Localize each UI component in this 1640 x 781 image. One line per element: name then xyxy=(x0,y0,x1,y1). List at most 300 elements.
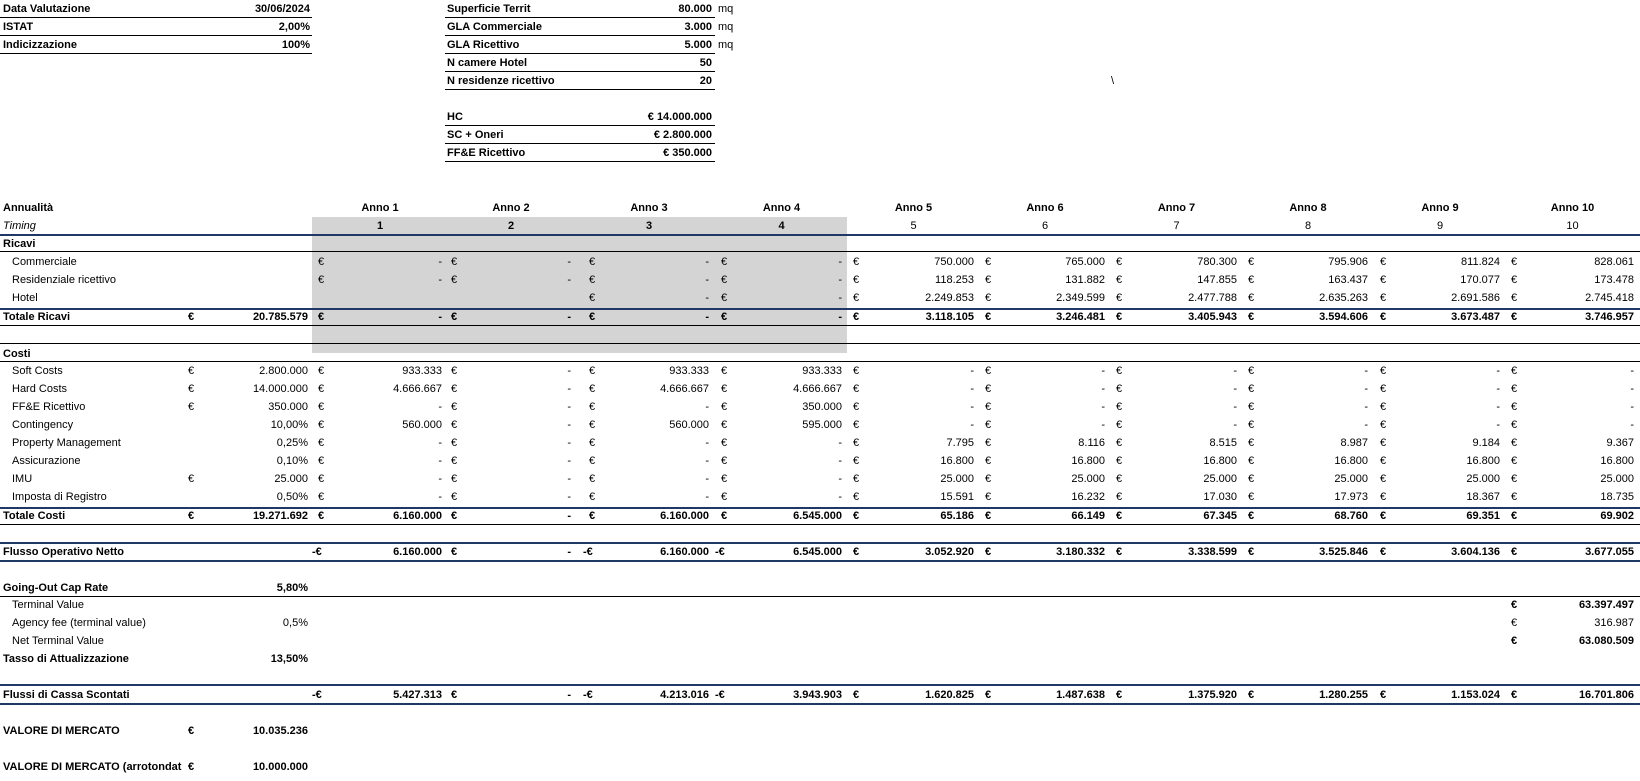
indicizzazione-value: 100% xyxy=(281,39,310,51)
cell-value: 3.246.481 xyxy=(1056,311,1105,323)
year-header: Anno 2 xyxy=(492,202,530,214)
currency-symbol: € xyxy=(451,546,458,558)
cell-value: - xyxy=(567,546,571,558)
currency-symbol: € xyxy=(853,256,860,268)
superficie-unit: mq xyxy=(718,3,734,15)
currency-symbol: € xyxy=(853,689,860,701)
cell-value: 69.902 xyxy=(1600,510,1634,522)
sc-oneri-label: SC + Oneri xyxy=(447,129,504,141)
currency-symbol: € xyxy=(589,455,596,467)
currency-symbol: € xyxy=(1116,546,1123,558)
cell-value: 65.186 xyxy=(940,510,974,522)
cell-value: 750.000 xyxy=(934,256,974,268)
currency-symbol: € xyxy=(1511,689,1518,701)
cell-value: 2.745.418 xyxy=(1585,292,1634,304)
cell-value: 16.701.806 xyxy=(1578,689,1634,701)
currency-symbol: € xyxy=(1511,401,1518,413)
cell-value: - xyxy=(705,401,709,413)
cell-value: - xyxy=(438,437,442,449)
currency-symbol: € xyxy=(589,292,596,304)
currency-symbol: € xyxy=(1248,491,1255,503)
cell-value: - xyxy=(838,491,842,503)
going-out-value: 5,80% xyxy=(276,582,308,594)
cell-value: 1.375.920 xyxy=(1188,689,1237,701)
gla-commerciale-unit: mq xyxy=(718,21,734,33)
row-label: Flusso Operativo Netto xyxy=(3,546,125,558)
currency-symbol: € xyxy=(721,510,728,522)
currency-symbol: € xyxy=(985,473,992,485)
terminal-label: Terminal Value xyxy=(12,599,84,611)
cell-value: - xyxy=(1101,401,1105,413)
cell-value: 17.973 xyxy=(1334,491,1368,503)
row-total: 0,25% xyxy=(276,437,308,449)
section-title-ricavi: Ricavi xyxy=(3,238,36,250)
currency-symbol: € xyxy=(1248,311,1255,323)
cell-value: - xyxy=(970,401,974,413)
timing-value: 4 xyxy=(778,220,785,232)
cell-value: 3.180.332 xyxy=(1056,546,1105,558)
cell-value: 68.760 xyxy=(1334,510,1368,522)
cell-value: 3.405.943 xyxy=(1188,311,1237,323)
currency-symbol: € xyxy=(1511,292,1518,304)
timing-value: 6 xyxy=(1041,220,1049,232)
currency-symbol: € xyxy=(1116,311,1123,323)
terminal-label: Agency fee (terminal value) xyxy=(12,617,146,629)
cell-value: 350.000 xyxy=(802,401,842,413)
istat-value: 2,00% xyxy=(278,21,310,33)
cell-value: 66.149 xyxy=(1071,510,1105,522)
cell-value: - xyxy=(567,491,571,503)
row-total: 10,00% xyxy=(270,419,308,431)
istat-label: ISTAT xyxy=(3,21,34,33)
currency-symbol: € xyxy=(451,401,458,413)
currency-symbol: € xyxy=(1511,311,1518,323)
camere-hotel-value: 50 xyxy=(699,57,712,69)
cell-value: - xyxy=(1101,419,1105,431)
currency-symbol: € xyxy=(1511,617,1518,629)
currency-symbol: € xyxy=(589,419,596,431)
currency-symbol: € xyxy=(318,401,325,413)
currency-symbol: € xyxy=(318,510,325,522)
cell-value: 765.000 xyxy=(1065,256,1105,268)
cell-value: 25.000 xyxy=(1334,473,1368,485)
superficie-label: Superficie Territ xyxy=(447,3,531,15)
currency-symbol: € xyxy=(318,274,325,286)
timing-value: 2 xyxy=(507,220,515,232)
valuation-date-value: 30/06/2024 xyxy=(254,3,310,15)
currency-symbol: € xyxy=(1248,292,1255,304)
currency-symbol: € xyxy=(985,311,992,323)
cell-value: 6.160.000 xyxy=(393,510,442,522)
cell-value: 25.000 xyxy=(940,473,974,485)
cell-value: 16.800 xyxy=(1203,455,1237,467)
currency-symbol: € xyxy=(188,311,195,323)
currency-symbol: € xyxy=(1380,437,1387,449)
currency-symbol: € xyxy=(1380,546,1387,558)
currency-symbol: -€ xyxy=(312,689,322,701)
cell-value: - xyxy=(1496,383,1500,395)
currency-symbol: € xyxy=(1248,274,1255,286)
superficie-value: 80.000 xyxy=(678,3,712,15)
cell-value: - xyxy=(1233,419,1237,431)
currency-symbol: € xyxy=(721,491,728,503)
currency-symbol: € xyxy=(589,491,596,503)
cell-value: - xyxy=(705,311,709,323)
row-total: 20.785.579 xyxy=(252,311,308,323)
currency-symbol: € xyxy=(451,437,458,449)
cell-value: 3.604.136 xyxy=(1451,546,1500,558)
currency-symbol: € xyxy=(451,510,458,522)
cell-value: 6.545.000 xyxy=(793,546,842,558)
cell-value: - xyxy=(567,383,571,395)
cell-value: - xyxy=(1630,365,1634,377)
residenze-label: N residenze ricettivo xyxy=(447,75,555,87)
cell-value: 25.000 xyxy=(1466,473,1500,485)
cell-value: 25.000 xyxy=(1071,473,1105,485)
cell-value: - xyxy=(838,311,842,323)
currency-symbol: € xyxy=(1511,599,1518,611)
cell-value: 6.160.000 xyxy=(660,546,709,558)
currency-symbol: € xyxy=(1116,510,1123,522)
cell-value: 933.333 xyxy=(402,365,442,377)
cell-value: 16.800 xyxy=(1600,455,1634,467)
cell-value: - xyxy=(438,491,442,503)
currency-symbol: € xyxy=(721,383,728,395)
terminal-label: Net Terminal Value xyxy=(12,635,104,647)
cell-value: 933.333 xyxy=(802,365,842,377)
currency-symbol: € xyxy=(589,274,596,286)
annualita-label: Annualità xyxy=(3,202,54,214)
currency-symbol: € xyxy=(318,455,325,467)
year-header: Anno 3 xyxy=(630,202,668,214)
cell-value: - xyxy=(838,437,842,449)
currency-symbol: € xyxy=(721,256,728,268)
currency-symbol: -€ xyxy=(583,689,593,701)
currency-symbol: € xyxy=(1116,491,1123,503)
currency-symbol: € xyxy=(1511,455,1518,467)
currency-symbol: € xyxy=(451,256,458,268)
row-label: FF&E Ricettivo xyxy=(12,401,86,413)
currency-symbol: € xyxy=(721,292,728,304)
currency-symbol: € xyxy=(1116,256,1123,268)
cell-value: 25.000 xyxy=(1600,473,1634,485)
currency-symbol: € xyxy=(721,401,728,413)
currency-symbol: € xyxy=(589,437,596,449)
currency-symbol: € xyxy=(985,256,992,268)
currency-symbol: € xyxy=(451,689,458,701)
currency-symbol: € xyxy=(1511,546,1518,558)
cell-value: 2.249.853 xyxy=(925,292,974,304)
cell-value: 9.184 xyxy=(1472,437,1500,449)
currency-symbol: € xyxy=(721,365,728,377)
currency-symbol: € xyxy=(985,510,992,522)
cell-value: 1.487.638 xyxy=(1056,689,1105,701)
cell-value: - xyxy=(567,437,571,449)
currency-symbol: € xyxy=(985,689,992,701)
cell-value: 2.635.263 xyxy=(1319,292,1368,304)
cell-value: - xyxy=(567,311,571,323)
year-header: Anno 10 xyxy=(1550,202,1595,214)
cell-value: - xyxy=(838,455,842,467)
currency-symbol: € xyxy=(188,383,195,395)
timing-value: 9 xyxy=(1436,220,1444,232)
currency-symbol: € xyxy=(853,419,860,431)
year-header: Anno 9 xyxy=(1421,202,1459,214)
cell-value: - xyxy=(567,455,571,467)
cell-value: - xyxy=(1101,365,1105,377)
currency-symbol: € xyxy=(451,473,458,485)
currency-symbol: € xyxy=(853,510,860,522)
currency-symbol: € xyxy=(1380,491,1387,503)
currency-symbol: € xyxy=(451,491,458,503)
terminal-pct: 0,5% xyxy=(282,617,308,629)
timing-value: 5 xyxy=(910,220,917,232)
cell-value: 6.160.000 xyxy=(660,510,709,522)
currency-symbol: € xyxy=(589,365,596,377)
row-label: Hotel xyxy=(12,292,38,304)
valore-value: 10.035.236 xyxy=(252,725,308,737)
residenze-value: 20 xyxy=(699,75,712,87)
cell-value: - xyxy=(1496,365,1500,377)
currency-symbol: € xyxy=(318,383,325,395)
currency-symbol: € xyxy=(985,491,992,503)
currency-symbol: € xyxy=(318,419,325,431)
cell-value: - xyxy=(567,274,571,286)
currency-symbol: € xyxy=(985,437,992,449)
gla-ricettivo-unit: mq xyxy=(718,39,734,51)
cell-value: - xyxy=(1233,365,1237,377)
timing-value: 8 xyxy=(1304,220,1312,232)
stray-mark: \ xyxy=(1111,75,1115,87)
cell-value: - xyxy=(1364,383,1368,395)
cell-value: - xyxy=(1233,401,1237,413)
cell-value: 933.333 xyxy=(669,365,709,377)
year-header: Anno 5 xyxy=(894,202,933,214)
currency-symbol: € xyxy=(985,419,992,431)
currency-symbol: € xyxy=(188,761,195,773)
cell-value: 17.030 xyxy=(1203,491,1237,503)
currency-symbol: € xyxy=(1511,365,1518,377)
currency-symbol: € xyxy=(721,311,728,323)
currency-symbol: € xyxy=(589,256,596,268)
cell-value: - xyxy=(567,473,571,485)
currency-symbol: € xyxy=(1380,419,1387,431)
currency-symbol: € xyxy=(188,725,195,737)
cell-value: 16.800 xyxy=(1071,455,1105,467)
cell-value: - xyxy=(1364,419,1368,431)
cell-value: 173.478 xyxy=(1594,274,1634,286)
cell-value: 5.427.313 xyxy=(393,689,442,701)
cell-value: - xyxy=(838,274,842,286)
cell-value: - xyxy=(1496,401,1500,413)
year-header: Anno 1 xyxy=(361,202,399,214)
currency-symbol: € xyxy=(985,274,992,286)
currency-symbol: € xyxy=(853,292,860,304)
cell-value: 595.000 xyxy=(802,419,842,431)
currency-symbol: € xyxy=(451,365,458,377)
cell-value: 4.666.667 xyxy=(793,383,842,395)
cell-value: 560.000 xyxy=(402,419,442,431)
currency-symbol: € xyxy=(1380,383,1387,395)
cell-value: 3.673.487 xyxy=(1451,311,1500,323)
cell-value: 118.253 xyxy=(935,274,974,286)
currency-symbol: € xyxy=(188,401,195,413)
cell-value: 3.943.903 xyxy=(793,689,842,701)
cell-value: 795.906 xyxy=(1328,256,1368,268)
currency-symbol: € xyxy=(589,510,596,522)
currency-symbol: € xyxy=(589,401,596,413)
cell-value: - xyxy=(970,419,974,431)
cell-value: 1.153.024 xyxy=(1451,689,1500,701)
year-header: Anno 4 xyxy=(762,202,801,214)
row-label: IMU xyxy=(12,473,33,485)
currency-symbol: € xyxy=(985,455,992,467)
row-label: Flussi di Cassa Scontati xyxy=(3,689,130,701)
year-header: Anno 7 xyxy=(1157,202,1196,214)
currency-symbol: € xyxy=(721,473,728,485)
currency-symbol: € xyxy=(853,274,860,286)
cell-value: 4.666.667 xyxy=(660,383,709,395)
cell-value: - xyxy=(1630,383,1634,395)
cell-value: - xyxy=(970,383,974,395)
cell-value: 3.525.846 xyxy=(1319,546,1368,558)
currency-symbol: € xyxy=(1380,256,1387,268)
gla-commerciale-value: 3.000 xyxy=(684,21,712,33)
timing-label: Timing xyxy=(3,220,36,232)
currency-symbol: € xyxy=(1116,437,1123,449)
row-total: 25.000 xyxy=(274,473,308,485)
currency-symbol: € xyxy=(1511,635,1518,647)
cell-value: 6.545.000 xyxy=(793,510,842,522)
currency-symbol: € xyxy=(318,311,325,323)
currency-symbol: € xyxy=(1380,510,1387,522)
year-header: Anno 8 xyxy=(1289,202,1327,214)
currency-symbol: € xyxy=(853,473,860,485)
cell-value: - xyxy=(1101,383,1105,395)
cell-value: - xyxy=(838,292,842,304)
cell-value: - xyxy=(438,473,442,485)
currency-symbol: € xyxy=(985,292,992,304)
currency-symbol: € xyxy=(589,383,596,395)
cell-value: 1.620.825 xyxy=(925,689,974,701)
cell-value: 147.855 xyxy=(1197,274,1237,286)
currency-symbol: € xyxy=(721,274,728,286)
currency-symbol: € xyxy=(1248,689,1255,701)
cell-value: 4.213.016 xyxy=(660,689,709,701)
cell-value: 16.800 xyxy=(940,455,974,467)
currency-symbol: € xyxy=(1380,455,1387,467)
currency-symbol: € xyxy=(1116,365,1123,377)
valore-label: VALORE DI MERCATO xyxy=(3,725,120,737)
currency-symbol: € xyxy=(853,365,860,377)
cell-value: 811.824 xyxy=(1461,256,1500,268)
valuation-date-label: Data Valutazione xyxy=(3,3,91,15)
currency-symbol: € xyxy=(1248,455,1255,467)
cell-value: 3.052.920 xyxy=(925,546,974,558)
cell-value: - xyxy=(705,437,709,449)
currency-symbol: € xyxy=(985,383,992,395)
currency-symbol: € xyxy=(1380,689,1387,701)
currency-symbol: € xyxy=(1380,311,1387,323)
gla-ricettivo-value: 5.000 xyxy=(684,39,712,51)
cell-value: - xyxy=(705,491,709,503)
cell-value: - xyxy=(1630,419,1634,431)
cell-value: - xyxy=(567,510,571,522)
cell-value: 4.666.667 xyxy=(393,383,442,395)
cell-value: - xyxy=(438,455,442,467)
currency-symbol: € xyxy=(853,401,860,413)
cell-value: 67.345 xyxy=(1203,510,1237,522)
row-label: Commerciale xyxy=(12,256,77,268)
currency-symbol: € xyxy=(451,311,458,323)
cell-value: - xyxy=(705,292,709,304)
ffe-value: € 350.000 xyxy=(663,147,712,159)
row-label: Property Management xyxy=(12,437,121,449)
row-total: 0,10% xyxy=(276,455,308,467)
cell-value: 25.000 xyxy=(1203,473,1237,485)
row-label: Hard Costs xyxy=(12,383,68,395)
currency-symbol: € xyxy=(1248,256,1255,268)
timing-value: 7 xyxy=(1173,220,1180,232)
hc-label: HC xyxy=(447,111,463,123)
currency-symbol: € xyxy=(853,546,860,558)
currency-symbol: € xyxy=(318,491,325,503)
cell-value: 8.116 xyxy=(1078,437,1105,449)
cell-value: 18.735 xyxy=(1600,491,1634,503)
cell-value: 3.338.599 xyxy=(1188,546,1237,558)
currency-symbol: € xyxy=(1511,274,1518,286)
currency-symbol: € xyxy=(589,473,596,485)
cell-value: 69.351 xyxy=(1466,510,1500,522)
cell-value: - xyxy=(705,455,709,467)
row-total: 350.000 xyxy=(268,401,308,413)
currency-symbol: € xyxy=(188,473,195,485)
currency-symbol: € xyxy=(1248,383,1255,395)
cell-value: - xyxy=(705,274,709,286)
currency-symbol: € xyxy=(1511,256,1518,268)
cell-value: - xyxy=(705,473,709,485)
currency-symbol: € xyxy=(1380,401,1387,413)
cell-value: 16.232 xyxy=(1071,491,1105,503)
tasso-label: Tasso di Attualizzazione xyxy=(3,653,129,665)
currency-symbol: -€ xyxy=(583,546,593,558)
currency-symbol: € xyxy=(451,383,458,395)
gla-ricettivo-label: GLA Ricettivo xyxy=(447,39,520,51)
cell-value: - xyxy=(567,689,571,701)
currency-symbol: € xyxy=(1116,383,1123,395)
terminal-value: 316.987 xyxy=(1594,617,1634,629)
currency-symbol: € xyxy=(1380,365,1387,377)
currency-symbol: € xyxy=(1248,510,1255,522)
cell-value: - xyxy=(838,256,842,268)
timing-value: 1 xyxy=(376,220,384,232)
currency-symbol: € xyxy=(318,437,325,449)
cell-value: 2.477.788 xyxy=(1188,292,1237,304)
cell-value: 2.691.586 xyxy=(1451,292,1500,304)
currency-symbol: € xyxy=(721,419,728,431)
currency-symbol: € xyxy=(721,437,728,449)
currency-symbol: -€ xyxy=(715,546,725,558)
cell-value: 7.795 xyxy=(946,437,974,449)
cell-value: 780.300 xyxy=(1197,256,1237,268)
currency-symbol: € xyxy=(1248,473,1255,485)
row-total: 0,50% xyxy=(276,491,308,503)
gla-commerciale-label: GLA Commerciale xyxy=(447,21,542,33)
row-label: Soft Costs xyxy=(12,365,63,377)
currency-symbol: € xyxy=(1380,292,1387,304)
cell-value: - xyxy=(567,419,571,431)
currency-symbol: € xyxy=(1116,689,1123,701)
